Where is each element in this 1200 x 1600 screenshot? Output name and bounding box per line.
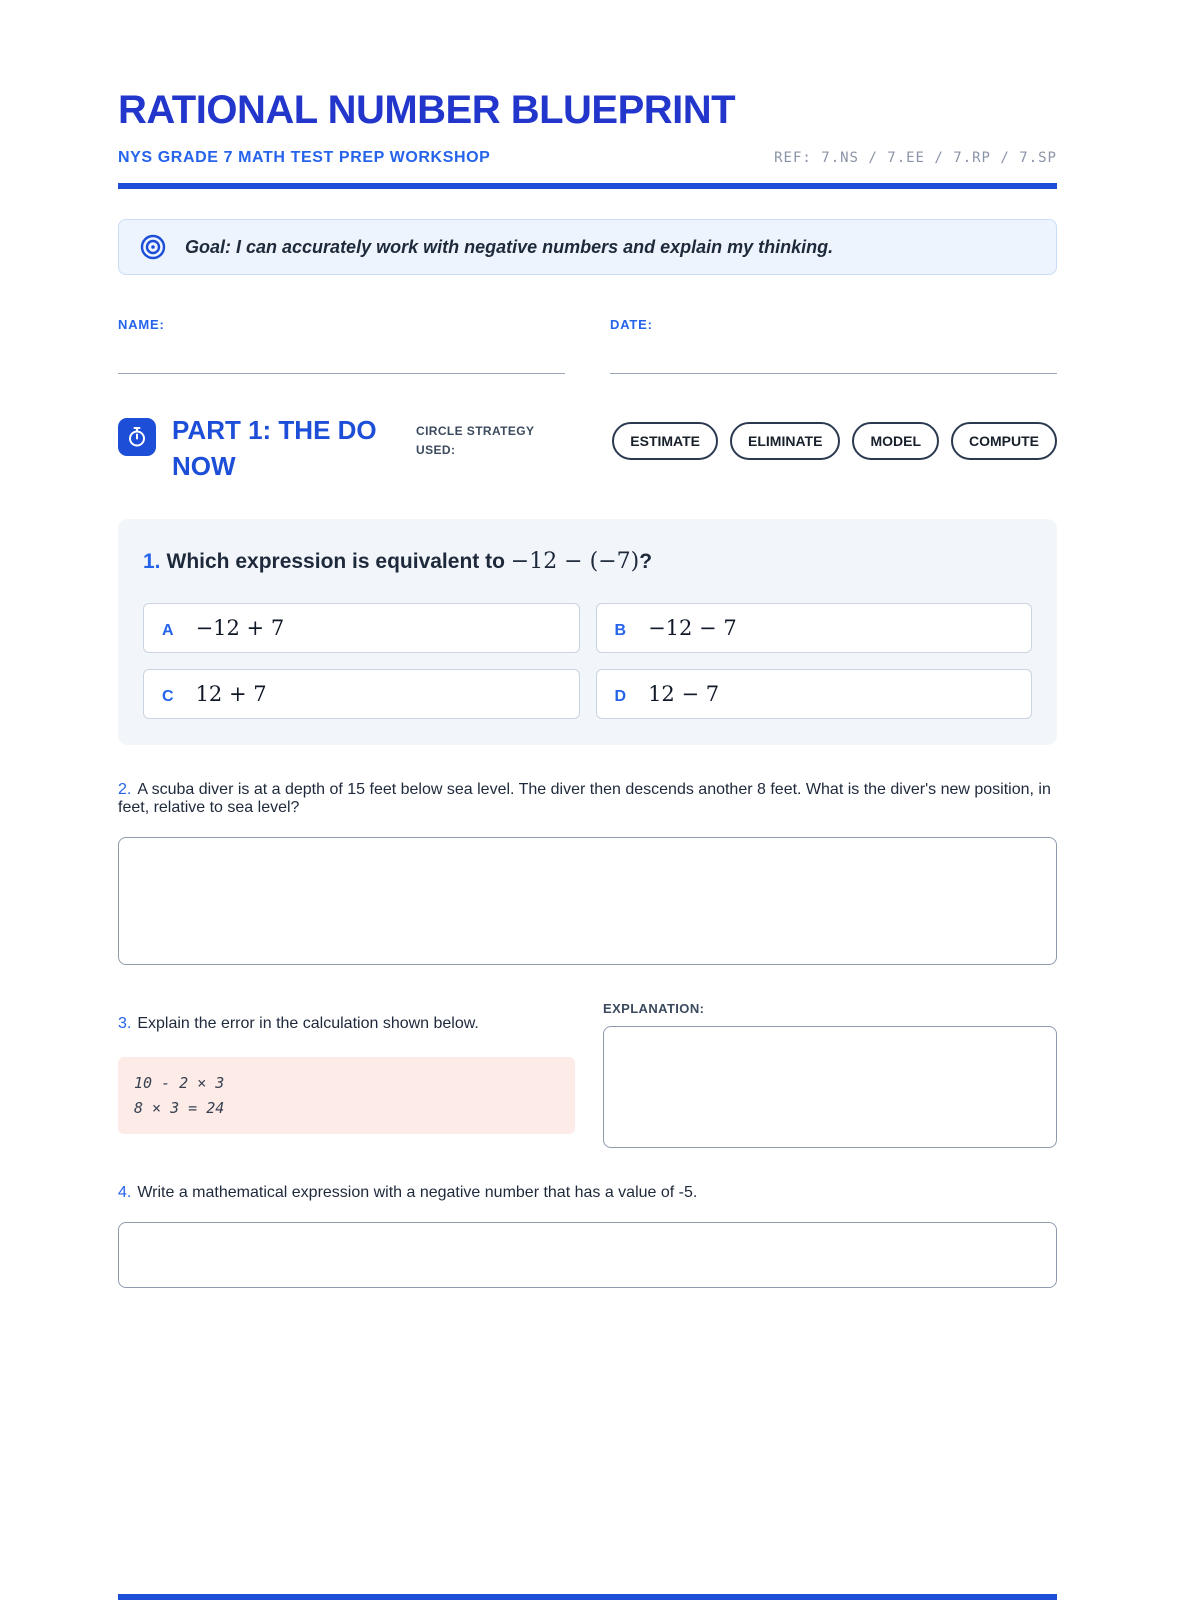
- question2-text: [118, 781, 1057, 817]
- question1-suffix: ?: [639, 549, 653, 573]
- explanation-label: EXPLANATION:: [603, 1000, 705, 1016]
- goal-banner: [118, 219, 1057, 275]
- footer-rule: [118, 1594, 1057, 1600]
- question1-text: [143, 545, 1032, 579]
- option-b[interactable]: [596, 603, 1033, 653]
- option-b-letter: B: [614, 621, 627, 639]
- target-icon: [139, 233, 167, 261]
- name-date-row: [118, 317, 1057, 374]
- circle-strategy-label: CIRCLE STRATEGY USED:: [416, 424, 535, 458]
- question2-answer-box[interactable]: [118, 837, 1057, 965]
- answer-options: [143, 603, 1032, 719]
- question2-number: 2.: [118, 780, 132, 798]
- question1-number: 1.: [143, 549, 161, 573]
- question3-number: 3.: [118, 1014, 132, 1032]
- question3-right-column: [603, 999, 1057, 1148]
- question1-expression: −12 − (−7): [510, 548, 640, 574]
- question2-prompt: A scuba diver is at a depth of 15 feet below sea level. The diver then descends another 8 feet. What is the diver's new position, in feet, relative to sea level?: [118, 780, 1051, 816]
- strategy-pill-model[interactable]: MODEL: [852, 422, 939, 460]
- question3-prompt: Explain the error in the calculation shown below.: [137, 1014, 479, 1032]
- option-b-value: −12 − 7: [648, 615, 737, 640]
- option-c-value: 12 + 7: [195, 681, 267, 706]
- standards-ref: REF: 7.NS / 7.EE / 7.RP / 7.SP: [774, 150, 1057, 166]
- page-subtitle: NYS GRADE 7 MATH TEST PREP WORKSHOP: [118, 149, 491, 166]
- option-d-letter: D: [614, 687, 627, 705]
- question4-prompt: Write a mathematical expression with a negative number that has a value of -5.: [137, 1183, 698, 1201]
- error-calculation-block: [118, 1057, 575, 1135]
- strategy-pill-compute[interactable]: COMPUTE: [951, 422, 1057, 460]
- question2-section: [118, 781, 1057, 965]
- stopwatch-icon: [118, 418, 156, 456]
- option-c-letter: C: [162, 687, 174, 705]
- code-line-2: 8 × 3 = 24: [134, 1098, 225, 1117]
- strategy-pill-eliminate[interactable]: ELIMINATE: [730, 422, 840, 460]
- question1-prompt: Which expression is equivalent to: [166, 549, 511, 573]
- option-d-value: 12 − 7: [648, 681, 720, 706]
- goal-text: Goal: I can accurately work with negative numbers and explain my thinking.: [185, 236, 834, 257]
- name-field: [118, 317, 565, 374]
- option-a-value: −12 + 7: [195, 615, 285, 640]
- question4-text: [118, 1184, 1057, 1202]
- option-a-letter: A: [162, 621, 174, 639]
- question4-answer-box[interactable]: [118, 1222, 1057, 1288]
- strategy-pill-estimate[interactable]: ESTIMATE: [612, 422, 718, 460]
- question3-section: [118, 999, 1057, 1148]
- code-line-1: 10 - 2 × 3: [134, 1073, 225, 1092]
- question4-number: 4.: [118, 1183, 132, 1201]
- date-field: [610, 317, 1057, 374]
- page-title: RATIONAL NUMBER BLUEPRINT: [118, 88, 736, 132]
- option-a[interactable]: [143, 603, 580, 653]
- name-label: NAME:: [118, 317, 165, 332]
- header-subrow: [118, 149, 1057, 167]
- part1-title: PART 1: THE DO NOW: [172, 415, 377, 482]
- name-input-line[interactable]: [118, 332, 565, 374]
- question3-left-column: [118, 999, 575, 1148]
- option-c[interactable]: [143, 669, 580, 719]
- question3-text: [118, 1015, 575, 1033]
- strategy-pills: [612, 422, 1057, 460]
- question4-section: [118, 1184, 1057, 1288]
- date-input-line[interactable]: [610, 332, 1057, 374]
- option-d[interactable]: [596, 669, 1033, 719]
- part1-header: [118, 412, 1057, 485]
- date-label: DATE:: [610, 317, 653, 332]
- question1-panel: [118, 519, 1057, 745]
- explanation-answer-box[interactable]: [603, 1026, 1057, 1148]
- header-rule: [118, 183, 1057, 189]
